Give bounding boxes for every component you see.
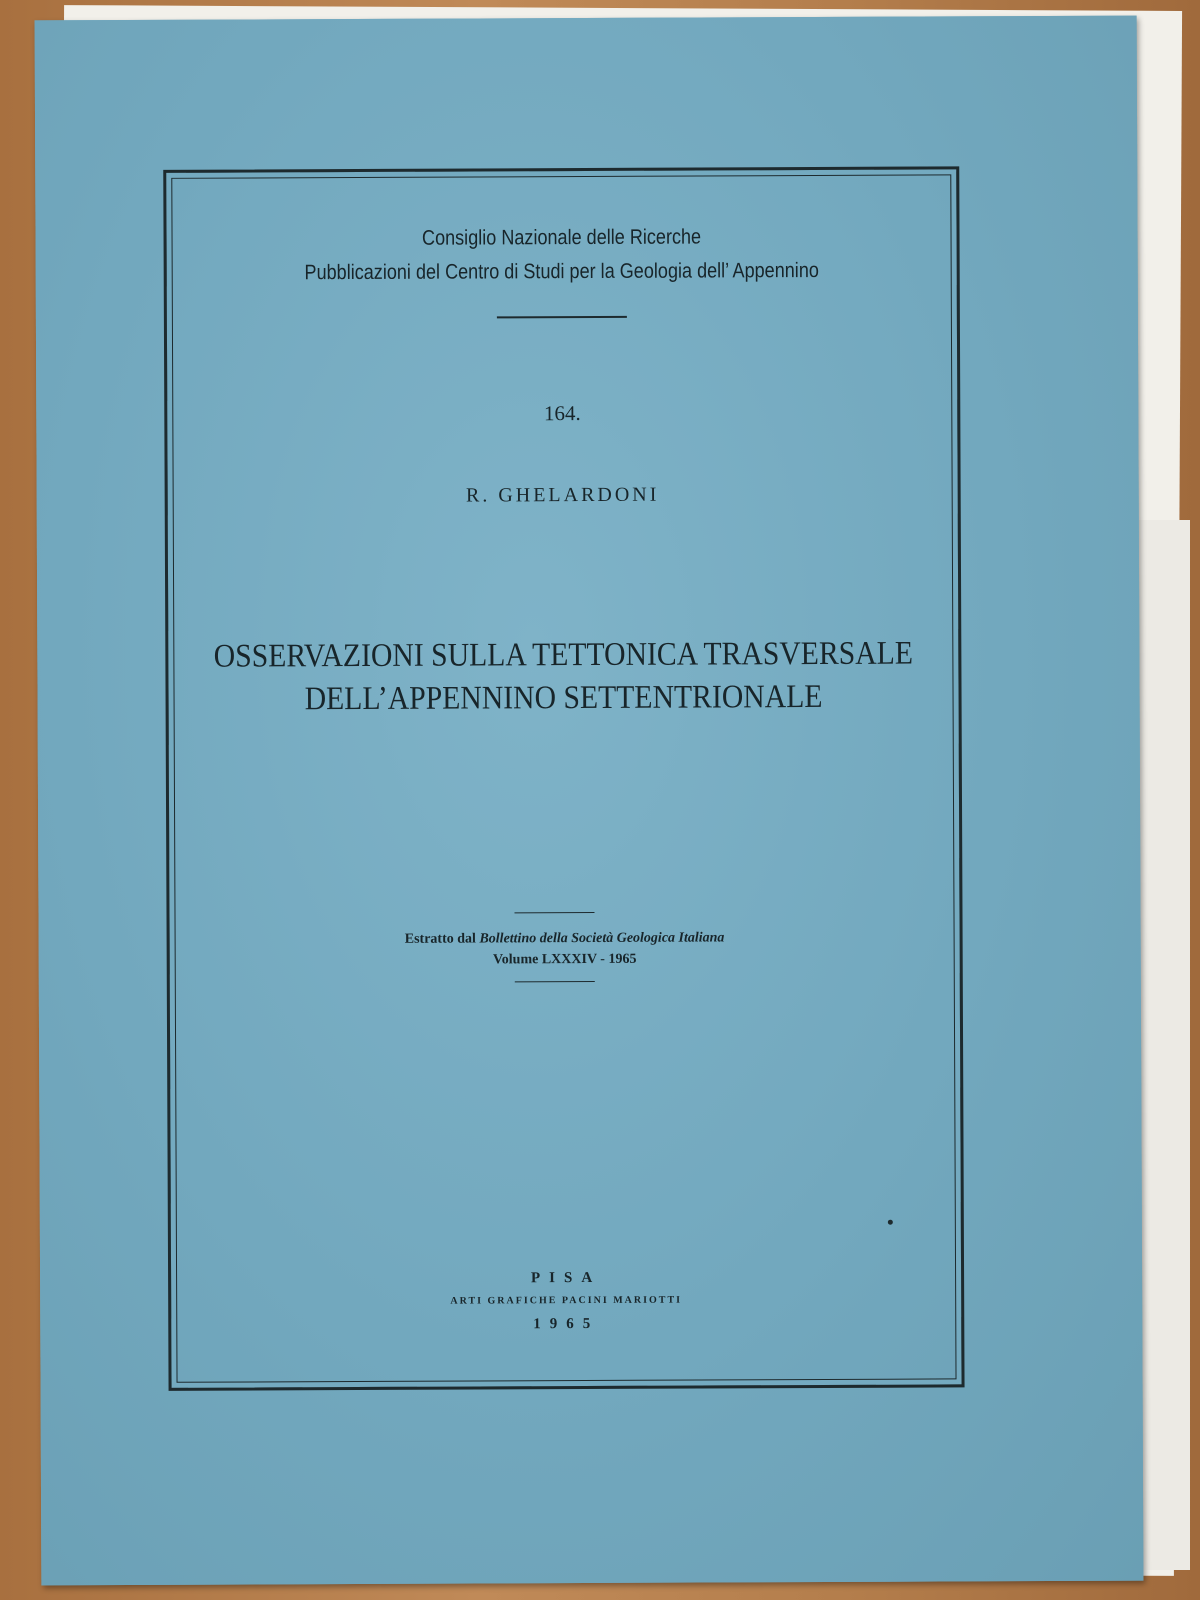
imprint-year: 1965: [533, 1315, 600, 1333]
header-line-council: Consiglio Nazionale delle Ricerche: [421, 225, 702, 250]
imprint-printer: ARTI GRAFICHE PACINI MARIOTTI: [450, 1294, 683, 1307]
journal-name: Bollettino della Società Geologica Italiana: [479, 930, 725, 947]
header-divider: [497, 316, 627, 319]
publication-title: [208, 633, 919, 722]
publication-number: 164.: [543, 401, 581, 426]
extract-divider-top: [514, 912, 594, 913]
author-name: R. GHELARDONI: [465, 483, 660, 507]
booklet-cover: [35, 16, 1144, 1586]
volume-line: Volume LXXXIV - 1965: [492, 951, 637, 968]
extract-note: [170, 926, 960, 971]
publisher-header: [222, 220, 902, 291]
title-line-1: OSSERVAZIONI SULLA TETTONICA TRASVERSALE: [213, 635, 914, 675]
header-line-series: Pubblicazioni del Centro di Studi per la Geologia dell’ Appennino: [304, 258, 819, 285]
cover-border-frame: [163, 166, 964, 1390]
title-line-2: DELL’APPENNINO SETTENTRIONALE: [304, 678, 823, 718]
imprint-city: PISA: [530, 1269, 602, 1287]
print-speck: [888, 1220, 893, 1225]
imprint: [171, 1264, 961, 1337]
extract-divider-bottom: [515, 981, 595, 982]
extract-prefix: Estratto dal: [404, 931, 480, 947]
